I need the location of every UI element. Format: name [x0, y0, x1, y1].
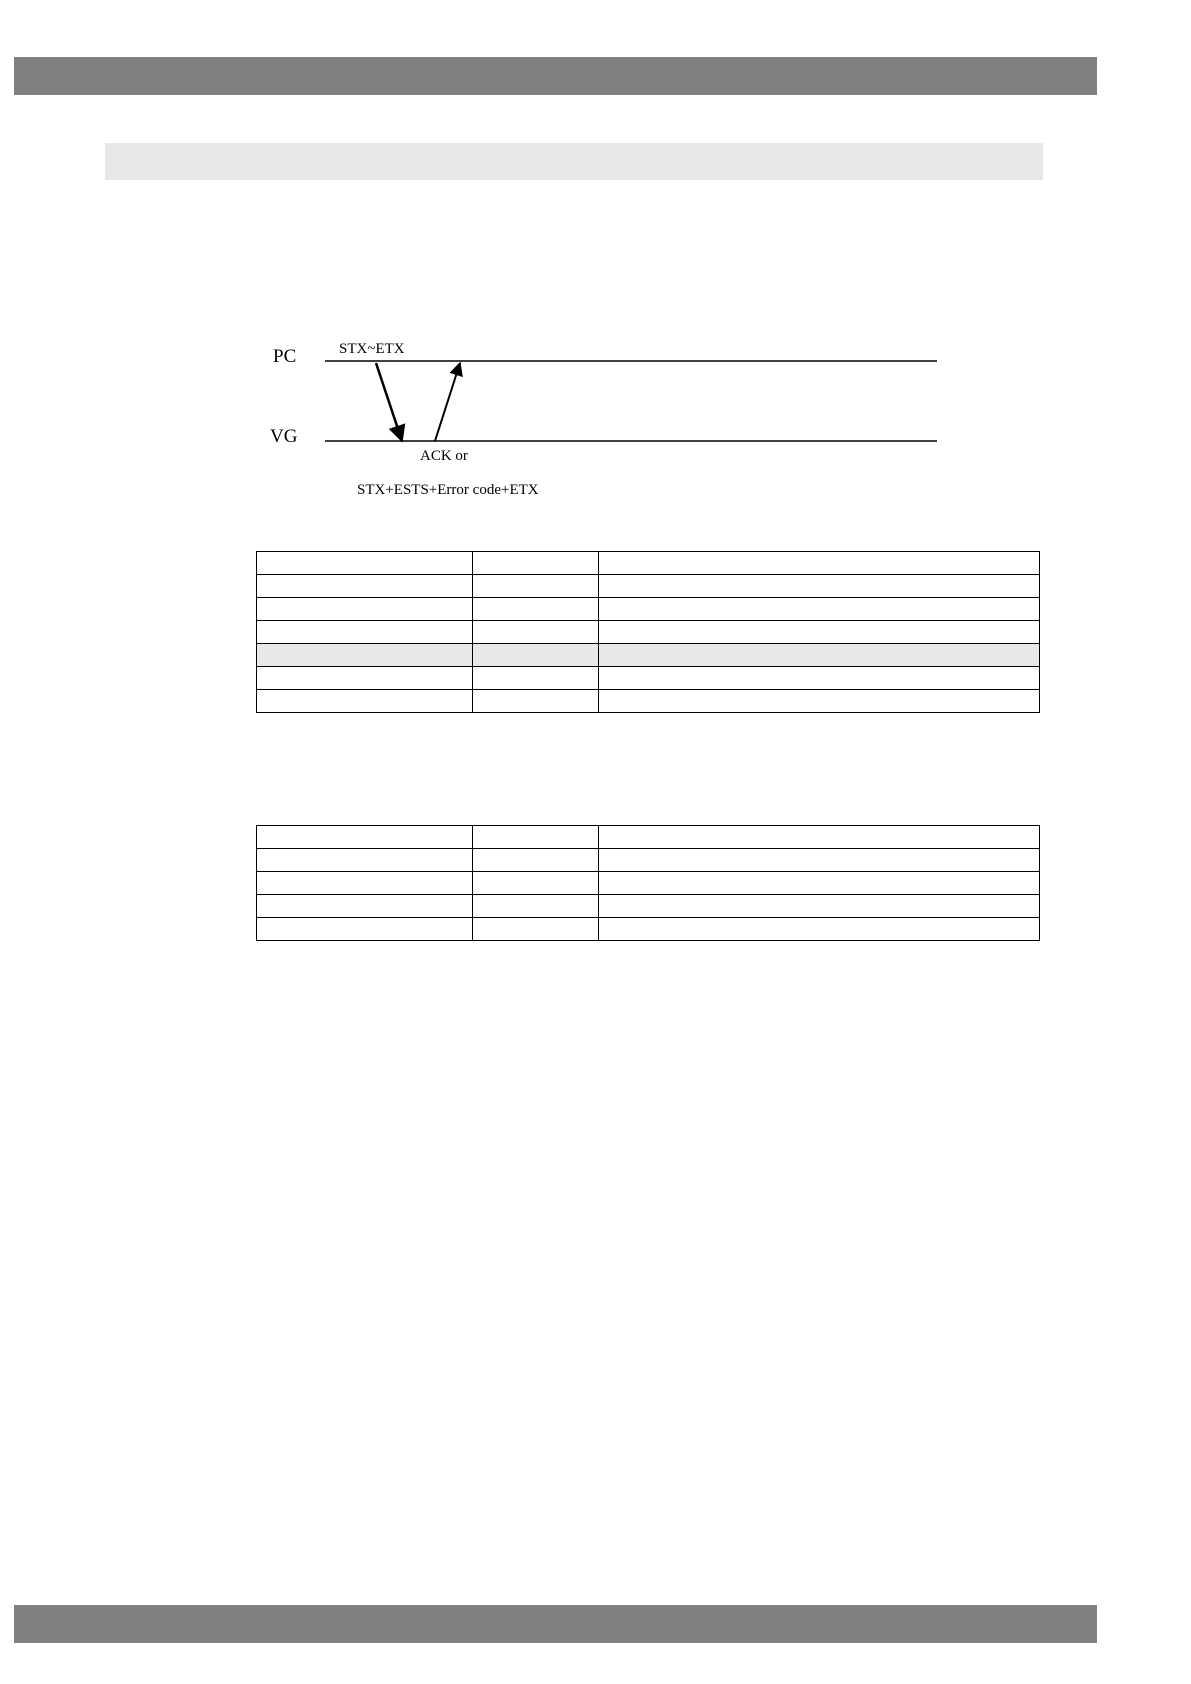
table-cell	[599, 575, 1040, 598]
table-2	[256, 825, 1040, 941]
pc-line-label: PC	[273, 346, 297, 367]
send-arrow	[376, 363, 402, 441]
table-1	[256, 551, 1040, 713]
table-row	[257, 667, 1040, 690]
table-cell	[257, 598, 473, 621]
table-cell	[257, 872, 473, 895]
table-row	[257, 552, 1040, 575]
table-cell	[599, 552, 1040, 575]
table-cell	[473, 667, 599, 690]
table-row	[257, 849, 1040, 872]
table-row	[257, 575, 1040, 598]
table-cell	[257, 849, 473, 872]
table-cell	[473, 552, 599, 575]
table-cell	[599, 895, 1040, 918]
table-cell	[599, 690, 1040, 713]
table-row	[257, 598, 1040, 621]
table-cell	[257, 826, 473, 849]
table-cell	[473, 575, 599, 598]
table-cell	[599, 918, 1040, 941]
reply-arrow	[435, 363, 460, 441]
table-cell	[473, 690, 599, 713]
communication-timing-diagram	[260, 330, 940, 505]
table-cell	[473, 849, 599, 872]
table-cell	[257, 690, 473, 713]
table-row	[257, 918, 1040, 941]
table-cell	[257, 895, 473, 918]
table-row	[257, 872, 1040, 895]
table-cell	[257, 575, 473, 598]
table-cell	[257, 621, 473, 644]
vg-line-label: VG	[270, 426, 298, 447]
table-cell	[599, 667, 1040, 690]
table-row	[257, 690, 1040, 713]
table-cell	[599, 872, 1040, 895]
table-cell	[473, 621, 599, 644]
reply-label-line-1: ACK or	[420, 448, 468, 464]
table-cell	[473, 598, 599, 621]
send-message-label: STX~ETX	[339, 341, 405, 357]
table-row	[257, 621, 1040, 644]
table-cell	[599, 644, 1040, 667]
table-cell	[599, 826, 1040, 849]
table-cell	[473, 918, 599, 941]
table-cell	[473, 872, 599, 895]
page-header-bar	[14, 57, 1097, 95]
table-cell	[257, 644, 473, 667]
table-cell	[599, 621, 1040, 644]
reply-label-line-2: STX+ESTS+Error code+ETX	[357, 482, 539, 498]
table-cell	[473, 895, 599, 918]
table-cell	[257, 552, 473, 575]
table-cell	[473, 826, 599, 849]
section-heading-band	[105, 143, 1043, 180]
table-row	[257, 826, 1040, 849]
page-footer-bar	[14, 1605, 1097, 1643]
table-cell	[473, 644, 599, 667]
table-cell	[599, 849, 1040, 872]
table-cell	[599, 598, 1040, 621]
table-row	[257, 895, 1040, 918]
table-row	[257, 644, 1040, 667]
table-cell	[257, 667, 473, 690]
table-cell	[257, 918, 473, 941]
